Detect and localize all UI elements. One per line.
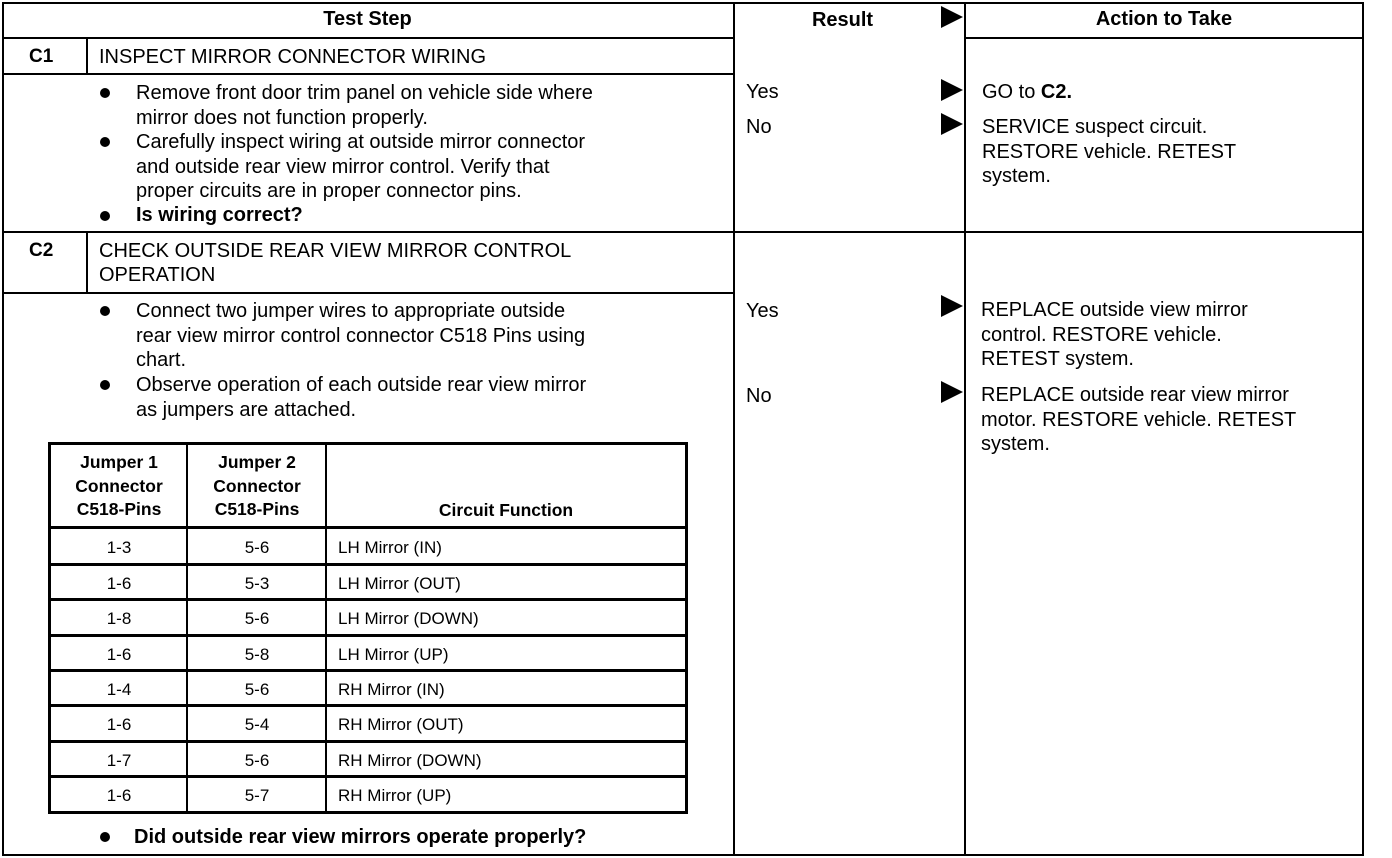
cell-circuit: LH Mirror (DOWN) [338,609,479,628]
cell-jumper2: 5-6 [244,680,270,699]
header-result: Result [811,9,874,31]
column-header-jumper1: Jumper 1 Connector C518-Pins [75,452,163,519]
header-test-step: Test Step [323,8,412,30]
list-item-question: Is wiring correct? [136,204,303,226]
bullet-icon [100,88,110,98]
result-yes: Yes [746,81,779,103]
step-id-c2: C2 [29,240,54,261]
jumper-table [48,442,688,814]
cell-jumper2: 5-6 [244,609,270,628]
arrow-icon [941,381,963,403]
action-c2-yes: REPLACE outside view mirror control. RESTORE vehicle. RETEST system. [981,299,1248,370]
cell-circuit: LH Mirror (UP) [338,645,449,664]
cell-jumper1: 1-3 [106,538,132,557]
cell-jumper1: 1-7 [106,751,132,770]
bullet-icon [100,306,110,316]
arrow-icon [941,113,963,135]
cell-circuit: RH Mirror (IN) [338,680,445,699]
action-c1-no: SERVICE suspect circuit. RESTORE vehicle. RETEST system. [982,116,1237,187]
bullet-icon [100,380,110,390]
cell-jumper2: 5-8 [244,645,270,664]
cell-jumper2: 5-6 [244,751,270,770]
bullet-icon [100,211,110,221]
cell-circuit: LH Mirror (IN) [338,538,442,557]
column-header-jumper2: Jumper 2 Connector C518-Pins [213,452,301,519]
step-title-c1: INSPECT MIRROR CONNECTOR WIRING [99,46,487,68]
list-item: Remove front door trim panel on vehicle side where mirror does not function properly. [136,82,593,129]
cell-jumper1: 1-6 [106,715,132,734]
cell-jumper1: 1-6 [106,786,132,805]
action-c2-no: REPLACE outside rear view mirror motor. RESTORE vehicle. RETEST system. [981,384,1297,455]
arrow-icon [941,6,963,28]
cell-circuit: LH Mirror (OUT) [338,574,461,593]
column-header-circuit: Circuit Function [438,500,574,520]
cell-jumper1: 1-8 [106,609,132,628]
result-no: No [746,385,772,407]
cell-jumper2: 5-6 [244,538,270,557]
cell-jumper1: 1-6 [106,574,132,593]
cell-jumper2: 5-3 [244,574,270,593]
step-id-c1: C1 [29,46,54,67]
list-item-question: Did outside rear view mirrors operate properly? [134,826,587,848]
cell-circuit: RH Mirror (DOWN) [338,751,482,770]
action-c1-yes: GO to C2. [982,81,1073,103]
cell-jumper1: 1-4 [106,680,132,699]
step-title-c2: CHECK OUTSIDE REAR VIEW MIRROR CONTROL OPERATION [99,240,572,286]
header-action: Action to Take [1095,8,1233,30]
cell-jumper1: 1-6 [106,645,132,664]
list-item: Observe operation of each outside rear view mirror as jumpers are attached. [136,374,587,421]
cell-circuit: RH Mirror (UP) [338,786,452,805]
list-item: Connect two jumper wires to appropriate outside rear view mirror control connector C518 Pins using chart. [136,300,586,371]
cell-circuit: RH Mirror (OUT) [338,715,464,734]
cell-jumper2: 5-4 [244,715,270,734]
bullet-icon [100,832,110,842]
list-item: Carefully inspect wiring at outside mirror connector and outside rear view mirror control. Verify that proper circuits are in proper connector pins. [136,131,586,202]
arrow-icon [941,295,963,317]
arrow-icon [941,79,963,101]
result-no: No [746,116,772,138]
bullet-icon [100,137,110,147]
result-yes: Yes [746,300,779,322]
cell-jumper2: 5-7 [244,786,270,805]
